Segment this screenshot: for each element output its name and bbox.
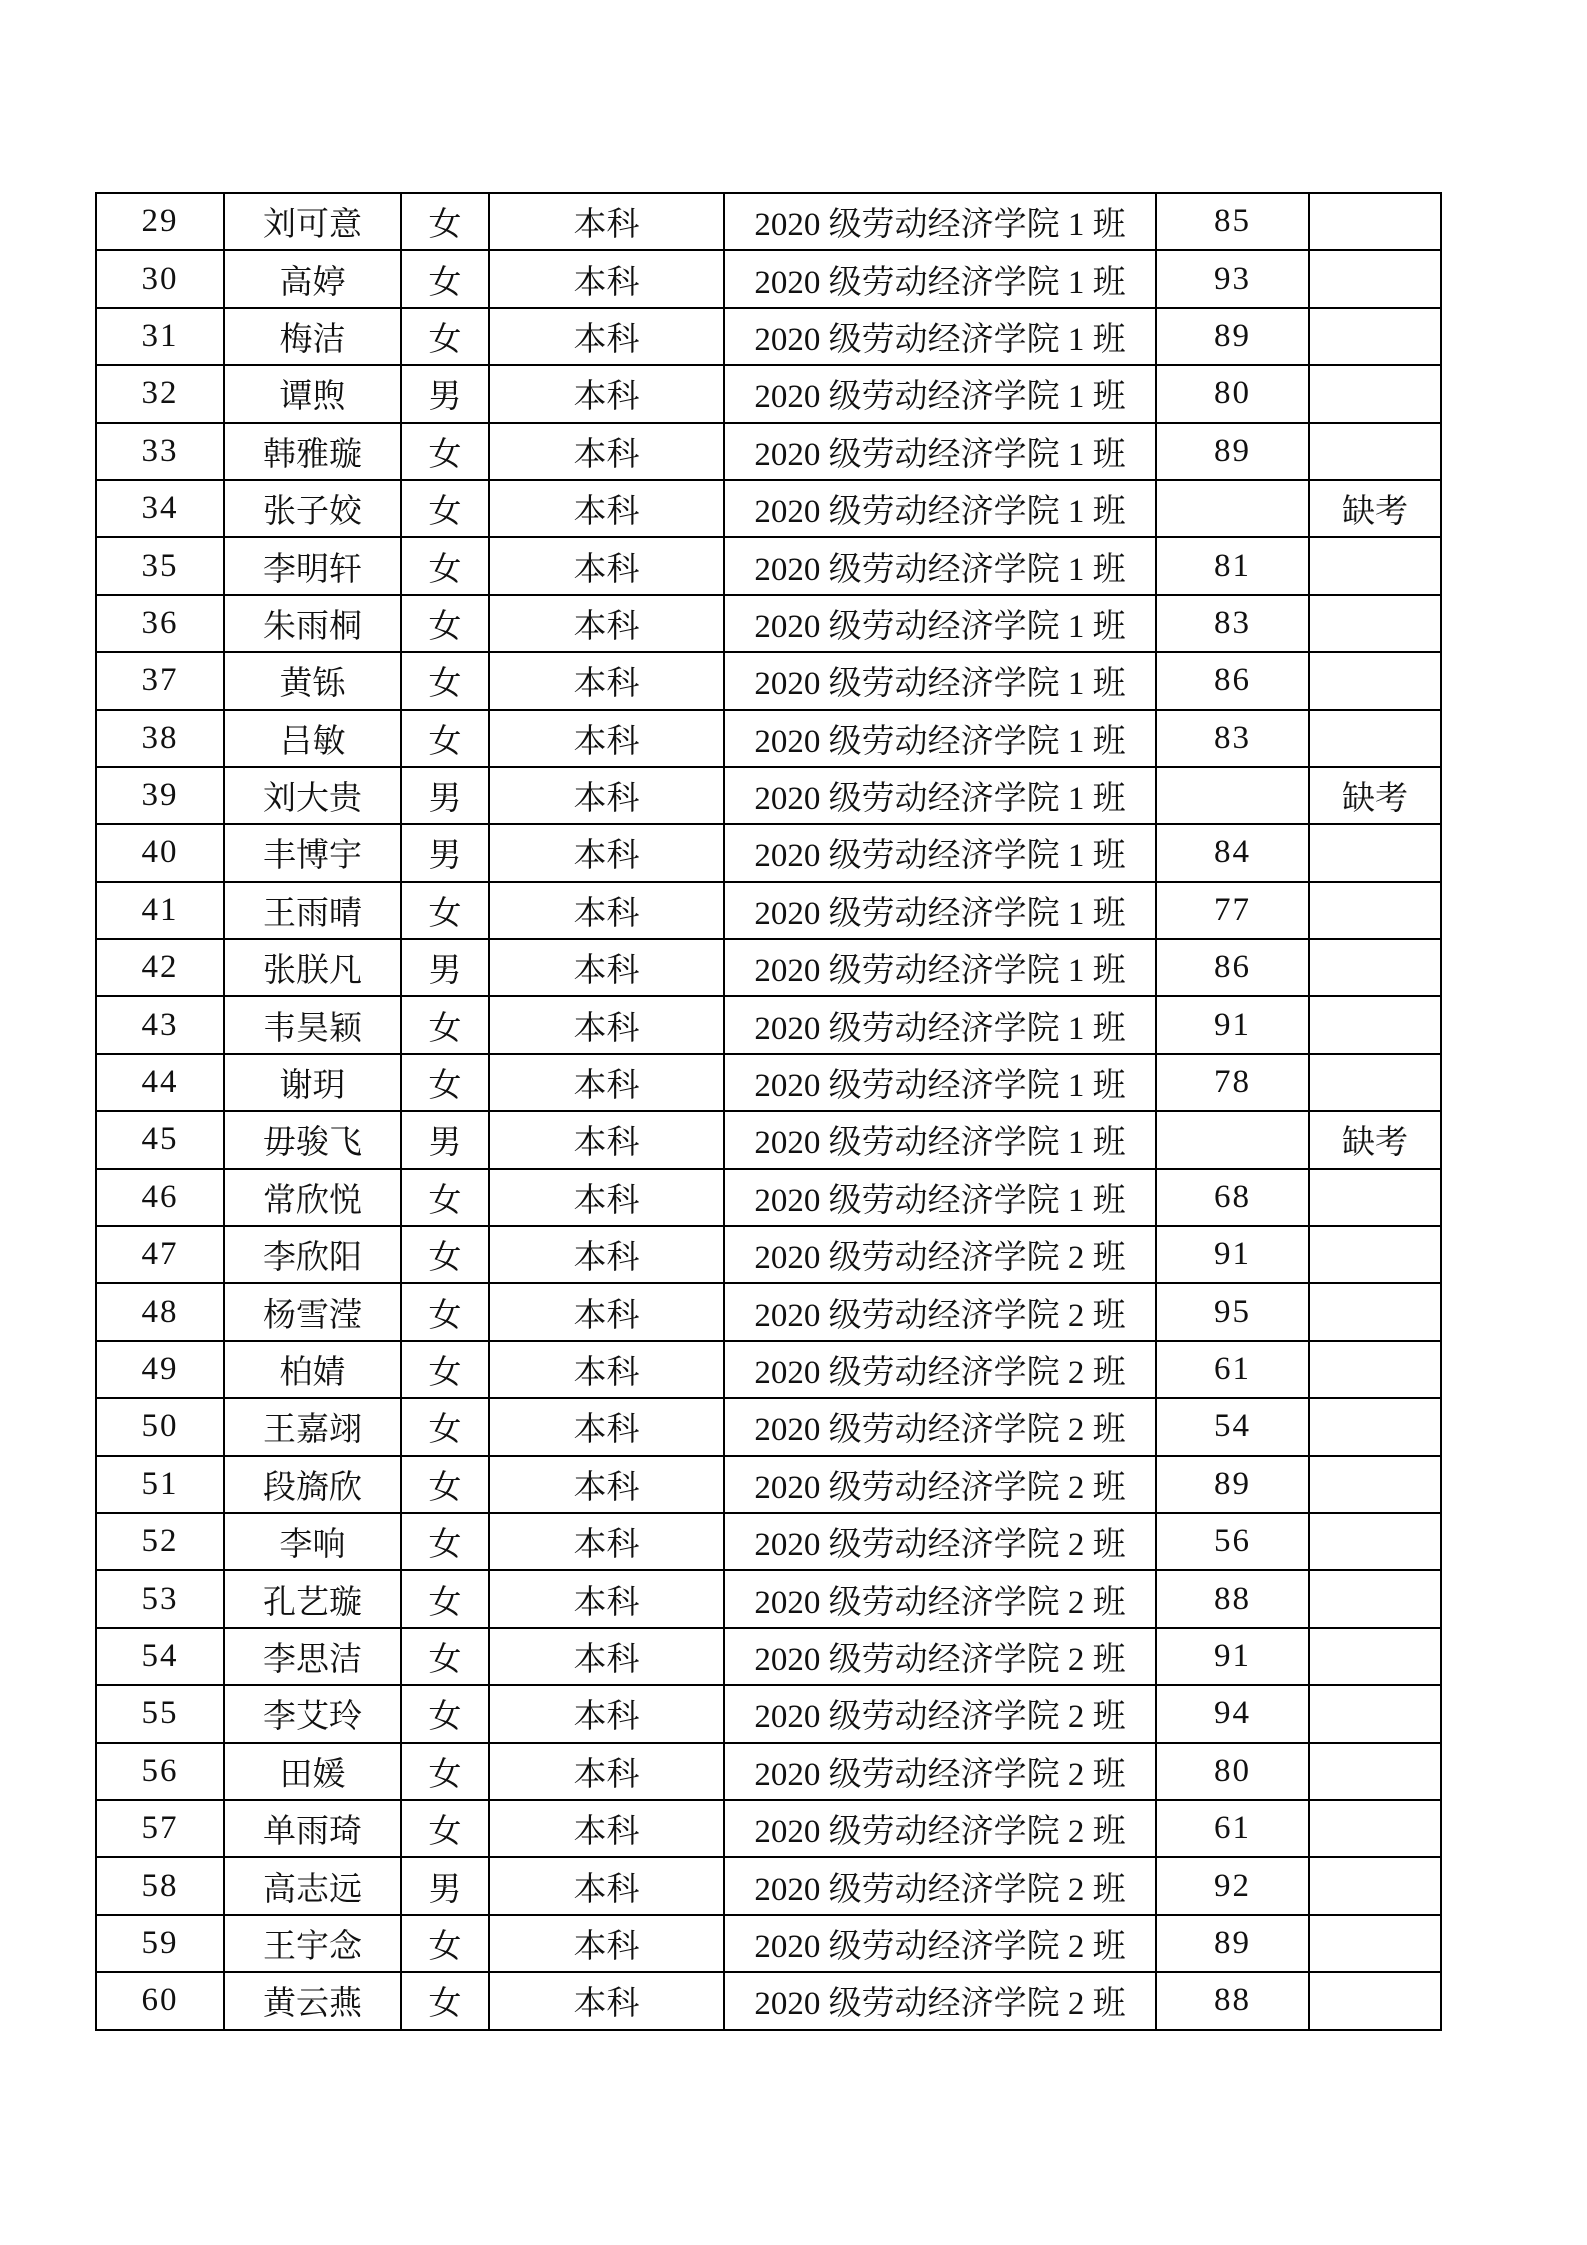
cell-name: 黄铄 [224,652,401,709]
table-row [96,365,1441,422]
cell-gender: 女 [401,1972,489,2029]
table-row [96,193,1441,250]
cell-level: 本科 [489,1398,724,1455]
cell-gender: 女 [401,882,489,939]
cell-level: 本科 [489,1283,724,1340]
cell-level: 本科 [489,1226,724,1283]
cell-gender: 女 [401,1743,489,1800]
cell-gender: 男 [401,365,489,422]
cell-level: 本科 [489,1169,724,1226]
cell-gender: 女 [401,1915,489,1972]
cell-score: 91 [1156,996,1309,1053]
cell-score: 68 [1156,1169,1309,1226]
cell-no: 40 [96,824,224,881]
cell-class: 2020 级劳动经济学院 1 班 [724,308,1156,365]
cell-level: 本科 [489,710,724,767]
cell-remark [1309,1743,1441,1800]
table-row [96,1341,1441,1398]
cell-level: 本科 [489,193,724,250]
cell-no: 46 [96,1169,224,1226]
cell-level: 本科 [489,1972,724,2029]
cell-name: 李欣阳 [224,1226,401,1283]
cell-no: 29 [96,193,224,250]
cell-name: 谭煦 [224,365,401,422]
cell-name: 韩雅璇 [224,423,401,480]
cell-level: 本科 [489,939,724,996]
cell-remark [1309,1456,1441,1513]
cell-gender: 男 [401,767,489,824]
cell-score: 80 [1156,365,1309,422]
table-row [96,996,1441,1053]
cell-score: 89 [1156,423,1309,480]
cell-remark [1309,1283,1441,1340]
cell-name: 王雨晴 [224,882,401,939]
cell-remark [1309,1857,1441,1914]
cell-remark [1309,537,1441,594]
table-row [96,1915,1441,1972]
cell-remark [1309,1398,1441,1455]
cell-name: 柏婧 [224,1341,401,1398]
cell-level: 本科 [489,1685,724,1742]
cell-gender: 女 [401,1685,489,1742]
cell-name: 梅洁 [224,308,401,365]
cell-remark [1309,1226,1441,1283]
table-row [96,1283,1441,1340]
cell-class: 2020 级劳动经济学院 2 班 [724,1341,1156,1398]
cell-level: 本科 [489,537,724,594]
student-table-body [96,193,1441,2030]
table-row [96,1628,1441,1685]
cell-level: 本科 [489,1628,724,1685]
cell-class: 2020 级劳动经济学院 1 班 [724,595,1156,652]
cell-class: 2020 级劳动经济学院 2 班 [724,1857,1156,1914]
cell-score [1156,767,1309,824]
cell-score: 54 [1156,1398,1309,1455]
cell-name: 黄云燕 [224,1972,401,2029]
cell-no: 47 [96,1226,224,1283]
cell-gender: 女 [401,308,489,365]
cell-class: 2020 级劳动经济学院 2 班 [724,1800,1156,1857]
cell-no: 31 [96,308,224,365]
cell-name: 丰博宇 [224,824,401,881]
cell-gender: 女 [401,710,489,767]
table-row [96,1857,1441,1914]
cell-name: 刘大贵 [224,767,401,824]
cell-score: 85 [1156,193,1309,250]
cell-gender: 男 [401,824,489,881]
cell-gender: 女 [401,1800,489,1857]
cell-remark: 缺考 [1309,480,1441,537]
cell-gender: 女 [401,250,489,307]
cell-class: 2020 级劳动经济学院 2 班 [724,1398,1156,1455]
cell-score: 78 [1156,1054,1309,1111]
table-row [96,1111,1441,1168]
cell-class: 2020 级劳动经济学院 1 班 [724,423,1156,480]
cell-level: 本科 [489,767,724,824]
cell-no: 56 [96,1743,224,1800]
cell-no: 52 [96,1513,224,1570]
cell-level: 本科 [489,1111,724,1168]
table-row [96,423,1441,480]
cell-level: 本科 [489,1915,724,1972]
cell-class: 2020 级劳动经济学院 2 班 [724,1628,1156,1685]
cell-name: 杨雪滢 [224,1283,401,1340]
cell-class: 2020 级劳动经济学院 1 班 [724,250,1156,307]
cell-level: 本科 [489,1857,724,1914]
cell-no: 57 [96,1800,224,1857]
cell-name: 朱雨桐 [224,595,401,652]
cell-gender: 女 [401,996,489,1053]
table-row [96,710,1441,767]
table-row [96,250,1441,307]
table-row [96,1972,1441,2029]
cell-class: 2020 级劳动经济学院 2 班 [724,1283,1156,1340]
cell-no: 49 [96,1341,224,1398]
cell-name: 王宇念 [224,1915,401,1972]
cell-class: 2020 级劳动经济学院 1 班 [724,824,1156,881]
cell-class: 2020 级劳动经济学院 1 班 [724,193,1156,250]
cell-class: 2020 级劳动经济学院 2 班 [724,1226,1156,1283]
cell-class: 2020 级劳动经济学院 2 班 [724,1456,1156,1513]
table-row [96,652,1441,709]
cell-no: 33 [96,423,224,480]
cell-gender: 女 [401,1570,489,1627]
cell-no: 43 [96,996,224,1053]
table-row [96,1456,1441,1513]
table-row [96,824,1441,881]
cell-gender: 女 [401,1169,489,1226]
cell-class: 2020 级劳动经济学院 1 班 [724,996,1156,1053]
cell-no: 58 [96,1857,224,1914]
cell-name: 毋骏飞 [224,1111,401,1168]
cell-remark [1309,939,1441,996]
cell-score: 93 [1156,250,1309,307]
cell-score: 91 [1156,1226,1309,1283]
cell-class: 2020 级劳动经济学院 1 班 [724,652,1156,709]
cell-class: 2020 级劳动经济学院 2 班 [724,1513,1156,1570]
cell-no: 38 [96,710,224,767]
cell-remark [1309,308,1441,365]
cell-name: 常欣悦 [224,1169,401,1226]
cell-no: 60 [96,1972,224,2029]
cell-level: 本科 [489,824,724,881]
cell-no: 39 [96,767,224,824]
cell-gender: 女 [401,193,489,250]
cell-name: 高婷 [224,250,401,307]
cell-remark [1309,652,1441,709]
table-row [96,537,1441,594]
cell-no: 55 [96,1685,224,1742]
cell-class: 2020 级劳动经济学院 1 班 [724,939,1156,996]
table-row [96,1226,1441,1283]
cell-no: 36 [96,595,224,652]
cell-level: 本科 [489,595,724,652]
cell-no: 41 [96,882,224,939]
cell-gender: 女 [401,423,489,480]
cell-score: 92 [1156,1857,1309,1914]
cell-remark [1309,1800,1441,1857]
cell-name: 段旖欣 [224,1456,401,1513]
table-row [96,1743,1441,1800]
cell-level: 本科 [489,1513,724,1570]
cell-class: 2020 级劳动经济学院 1 班 [724,1111,1156,1168]
table-row [96,1169,1441,1226]
cell-class: 2020 级劳动经济学院 1 班 [724,1054,1156,1111]
cell-score [1156,1111,1309,1168]
cell-class: 2020 级劳动经济学院 1 班 [724,882,1156,939]
cell-gender: 女 [401,595,489,652]
cell-gender: 女 [401,1283,489,1340]
cell-gender: 女 [401,1054,489,1111]
cell-score: 88 [1156,1972,1309,2029]
cell-remark [1309,423,1441,480]
cell-level: 本科 [489,308,724,365]
cell-class: 2020 级劳动经济学院 2 班 [724,1972,1156,2029]
cell-gender: 女 [401,1341,489,1398]
cell-name: 刘可意 [224,193,401,250]
cell-no: 50 [96,1398,224,1455]
cell-class: 2020 级劳动经济学院 2 班 [724,1743,1156,1800]
cell-level: 本科 [489,1341,724,1398]
cell-class: 2020 级劳动经济学院 1 班 [724,767,1156,824]
cell-score: 84 [1156,824,1309,881]
cell-name: 王嘉翊 [224,1398,401,1455]
cell-score: 81 [1156,537,1309,594]
cell-no: 48 [96,1283,224,1340]
cell-remark [1309,365,1441,422]
cell-remark [1309,824,1441,881]
cell-no: 54 [96,1628,224,1685]
cell-level: 本科 [489,882,724,939]
cell-score: 88 [1156,1570,1309,1627]
table-row [96,308,1441,365]
cell-name: 张朕凡 [224,939,401,996]
table-row [96,939,1441,996]
cell-remark [1309,595,1441,652]
cell-remark: 缺考 [1309,1111,1441,1168]
cell-no: 35 [96,537,224,594]
cell-score: 89 [1156,1456,1309,1513]
cell-no: 45 [96,1111,224,1168]
cell-class: 2020 级劳动经济学院 1 班 [724,710,1156,767]
cell-name: 李艾玲 [224,1685,401,1742]
cell-level: 本科 [489,1800,724,1857]
cell-level: 本科 [489,996,724,1053]
cell-class: 2020 级劳动经济学院 2 班 [724,1570,1156,1627]
cell-remark [1309,1341,1441,1398]
cell-no: 53 [96,1570,224,1627]
cell-remark [1309,882,1441,939]
cell-gender: 女 [401,1456,489,1513]
table-row [96,1685,1441,1742]
cell-class: 2020 级劳动经济学院 1 班 [724,537,1156,594]
cell-class: 2020 级劳动经济学院 2 班 [724,1915,1156,1972]
cell-no: 37 [96,652,224,709]
cell-score [1156,480,1309,537]
cell-no: 44 [96,1054,224,1111]
cell-remark [1309,250,1441,307]
cell-remark [1309,710,1441,767]
table-row [96,595,1441,652]
cell-no: 51 [96,1456,224,1513]
cell-name: 单雨琦 [224,1800,401,1857]
cell-score: 83 [1156,595,1309,652]
cell-class: 2020 级劳动经济学院 1 班 [724,480,1156,537]
cell-score: 91 [1156,1628,1309,1685]
student-score-table [95,192,1442,2031]
cell-score: 95 [1156,1283,1309,1340]
cell-remark: 缺考 [1309,767,1441,824]
cell-gender: 女 [401,537,489,594]
cell-remark [1309,1169,1441,1226]
cell-gender: 女 [401,1226,489,1283]
cell-name: 谢玥 [224,1054,401,1111]
cell-name: 高志远 [224,1857,401,1914]
cell-no: 59 [96,1915,224,1972]
cell-gender: 女 [401,1398,489,1455]
cell-name: 孔艺璇 [224,1570,401,1627]
table-row [96,1054,1441,1111]
cell-gender: 女 [401,1513,489,1570]
table-row [96,767,1441,824]
cell-score: 94 [1156,1685,1309,1742]
cell-gender: 男 [401,939,489,996]
cell-class: 2020 级劳动经济学院 1 班 [724,365,1156,422]
cell-remark [1309,1685,1441,1742]
cell-score: 77 [1156,882,1309,939]
cell-score: 89 [1156,308,1309,365]
cell-name: 韦昊颖 [224,996,401,1053]
cell-level: 本科 [489,1456,724,1513]
cell-gender: 男 [401,1857,489,1914]
cell-gender: 男 [401,1111,489,1168]
cell-score: 61 [1156,1341,1309,1398]
cell-score: 83 [1156,710,1309,767]
cell-score: 56 [1156,1513,1309,1570]
cell-score: 86 [1156,939,1309,996]
cell-score: 86 [1156,652,1309,709]
cell-class: 2020 级劳动经济学院 2 班 [724,1685,1156,1742]
cell-name: 李思洁 [224,1628,401,1685]
cell-remark [1309,1570,1441,1627]
cell-remark [1309,1513,1441,1570]
cell-gender: 女 [401,1628,489,1685]
table-row [96,1570,1441,1627]
cell-gender: 女 [401,480,489,537]
table-row [96,1513,1441,1570]
cell-name: 李明轩 [224,537,401,594]
cell-level: 本科 [489,1743,724,1800]
cell-name: 吕敏 [224,710,401,767]
cell-no: 34 [96,480,224,537]
cell-level: 本科 [489,365,724,422]
table-row [96,1800,1441,1857]
cell-remark [1309,996,1441,1053]
cell-no: 30 [96,250,224,307]
cell-no: 42 [96,939,224,996]
cell-remark [1309,1054,1441,1111]
cell-level: 本科 [489,1054,724,1111]
cell-level: 本科 [489,480,724,537]
table-row [96,480,1441,537]
cell-score: 89 [1156,1915,1309,1972]
cell-name: 田媛 [224,1743,401,1800]
cell-remark [1309,1972,1441,2029]
table-row [96,1398,1441,1455]
cell-remark [1309,1915,1441,1972]
cell-score: 61 [1156,1800,1309,1857]
table-row [96,882,1441,939]
cell-score: 80 [1156,1743,1309,1800]
cell-level: 本科 [489,1570,724,1627]
cell-remark [1309,1628,1441,1685]
cell-name: 张子姣 [224,480,401,537]
cell-level: 本科 [489,652,724,709]
cell-remark [1309,193,1441,250]
cell-level: 本科 [489,423,724,480]
cell-gender: 女 [401,652,489,709]
cell-no: 32 [96,365,224,422]
cell-level: 本科 [489,250,724,307]
cell-class: 2020 级劳动经济学院 1 班 [724,1169,1156,1226]
cell-name: 李响 [224,1513,401,1570]
